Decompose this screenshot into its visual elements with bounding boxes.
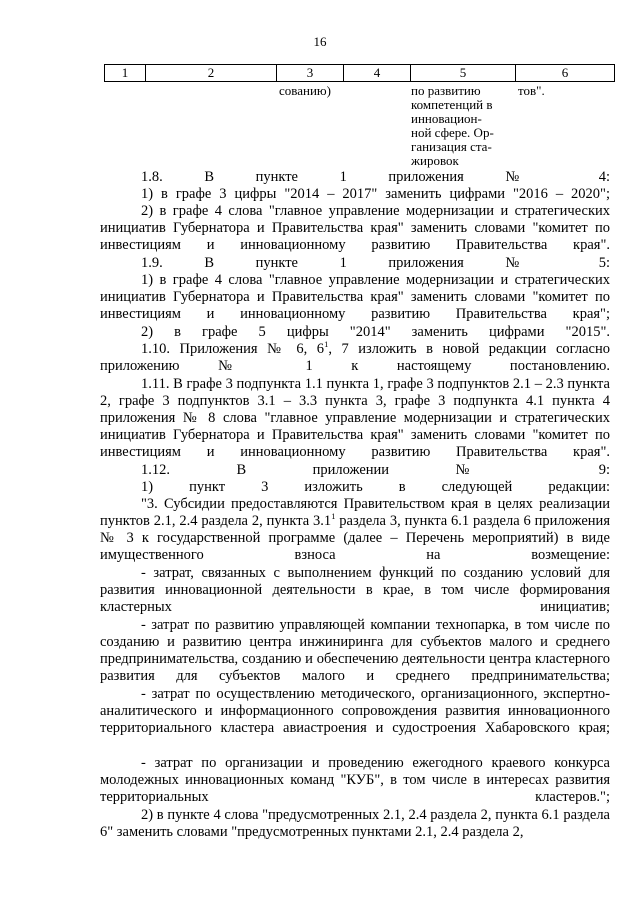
table-cell-line: ной сфере. Ор- [411,125,494,140]
table-cell-col3: сованию) [279,83,331,98]
text-run: раздела 3, пункта 6.1 раздела 6 приложения № 3 к государственной программе (далее – Перечень мероприятий) в виде имущественного взноса на возмещение: [100,513,610,563]
paragraph: 1) в графе 3 цифры "2014 – 2017" заменить цифрами "2016 – 2020"; [141,186,610,202]
table-header-row [105,65,615,82]
table-header-cell: 2 [146,65,277,82]
superscript: 1 [331,511,336,522]
text-run: , 7 изложить в новой редакции согласно приложению № 1 к настоящему постановлению. [100,341,610,374]
table-header-cell: 6 [516,65,615,82]
table-cell-line: жировок [411,153,459,168]
table-cell-line: по развитию [411,83,481,98]
paragraph: - затрат по развитию управляющей компании технопарка, в том числе по созданию и развитию центра инжиниринга для субъектов малого и среднего предпринимательства, созданию и обеспечению деятельности центра кластерного развития для субъектов малого и среднего предпринимательства; [100,617,610,684]
superscript: 1 [324,339,329,350]
paragraph: 2) в графе 4 слова "главное управление модернизации и стратегических инициатив Губернатора и Правительства края" заменить словами "комитет по инвестициям и инновационному развитию Правительства края". [100,203,610,253]
paragraph: - затрат, связанных с выполнением функций по созданию условий для развития инновационной деятельности в крае, в том числе формирования кластерных инициатив; [100,565,610,615]
paragraph: 1.11. В графе 3 подпункта 1.1 пункта 1, графе 3 подпунктов 2.1 – 2.3 пункта 2, графе 3 подпунктов 3.1 – 3.3 пункта 3, графе 3 подпункта 4.1 пункта 4 приложения № 8 слова "главное управление модернизации и стратегических инициатив Губернатора и Правительства края" заменить словами "комитет по инвестициям и инновационному развитию Правительства края". [100,376,610,460]
paragraph: 1) в графе 4 слова "главное управление модернизации и стратегических инициатив Губернатора и Правительства края" заменить словами "комитет по инвестициям и инновационному развитию Правительства края"; [100,272,610,322]
text-run: 1.10. Приложения № 6, 6 [141,341,325,357]
paragraph: 1.12. В приложении № 9: [141,462,610,478]
table-header-cell: 3 [277,65,344,82]
table-cell-line: компетенций в [411,97,493,112]
table-cell-col6: тов". [518,83,545,98]
paragraph: 1.8. В пункте 1 приложения № 4: [141,169,610,185]
table-cell-col5 [411,84,511,168]
table-cell-line: ганизация ста- [411,139,492,154]
paragraph-1-12-2 [100,807,610,841]
paragraph: 2) в пункте 4 слова "предусмотренных 2.1, 2.4 раздела 2, пункта 6.1 раздела 6" заменить словами "предусмотренных пунктами 2.1, 2.4 раздела 2, [100,807,610,840]
paragraph: - затрат по осуществлению методического, организационного, экспертно-аналитического и информационного сопровождения развития инновационного территориального кластера авиастроения и судостроения Хабаровского края; [100,686,610,736]
table-fragment [104,64,615,82]
table-header-cell: 1 [105,65,146,82]
paragraph: - затрат по организации и проведению ежегодного краевого конкурса молодежных инновационных команд "КУБ", в том числе в интересах развития территориальных кластеров."; [100,755,610,805]
paragraph: 2) в графе 5 цифры "2014" заменить цифрами "2015". [141,324,610,340]
paragraph: 1.9. В пункте 1 приложения № 5: [141,255,610,271]
text-run: "3. Субсидии предоставляются Правительством края в целях реализации пунктов 2.1, 2.4 раздела 2, пункта 3.1 [100,496,610,529]
table-header-cell: 5 [411,65,516,82]
paragraph-expense-3 [100,686,610,754]
page-number: 16 [313,34,327,49]
table-cell-line: инновацион- [411,111,482,126]
paragraph: 1) пункт 3 изложить в следующей редакции: [141,479,610,495]
table-header-cell: 4 [344,65,411,82]
